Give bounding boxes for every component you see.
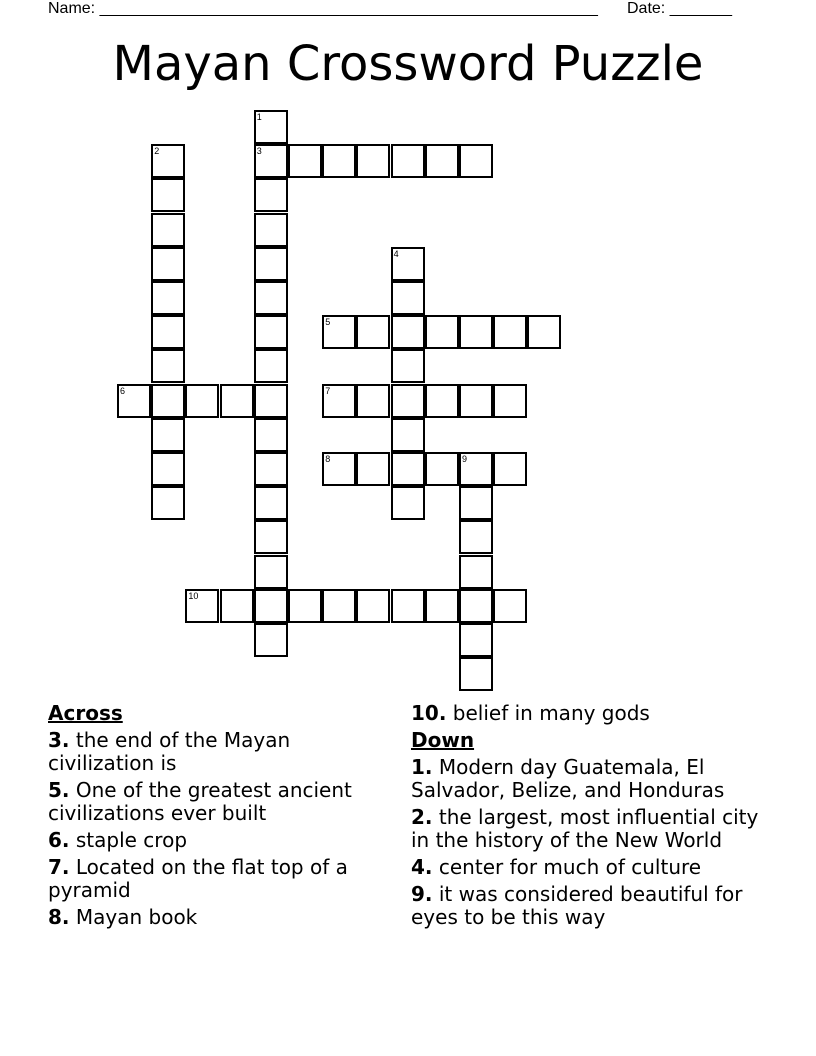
grid-cell[interactable] (493, 589, 527, 623)
grid-cell[interactable] (151, 247, 185, 281)
cell-number: 2 (154, 146, 160, 157)
clue-across-6 (48, 829, 393, 852)
clues-left-column (48, 702, 393, 933)
grid-cell[interactable] (493, 315, 527, 349)
grid-cell[interactable] (220, 384, 254, 418)
clue-across-7 (48, 856, 393, 902)
down-heading: Down (411, 728, 475, 752)
grid-cell[interactable] (322, 315, 356, 349)
cell-number: 6 (120, 385, 126, 396)
clue-number: 4. (411, 855, 433, 879)
grid-cell[interactable] (151, 418, 185, 452)
grid-cell[interactable] (391, 589, 425, 623)
grid-cell[interactable] (254, 315, 288, 349)
clue-text: it was considered beautiful for eyes to be this way (411, 882, 743, 929)
grid-cell[interactable] (425, 384, 459, 418)
grid-cell[interactable] (254, 110, 288, 144)
grid-cell[interactable] (220, 589, 254, 623)
grid-cell[interactable] (459, 555, 493, 589)
clue-down-1 (411, 756, 771, 802)
grid-cell[interactable] (459, 520, 493, 554)
grid-cell[interactable] (254, 247, 288, 281)
clue-text: staple crop (69, 828, 188, 852)
grid-cell[interactable] (254, 213, 288, 247)
clue-number: 9. (411, 882, 433, 906)
clues-right-column (411, 702, 771, 933)
grid-cell[interactable] (322, 452, 356, 486)
grid-cell[interactable] (391, 384, 425, 418)
grid-cell[interactable] (391, 486, 425, 520)
grid-cell[interactable] (459, 452, 493, 486)
grid-cell[interactable] (527, 315, 561, 349)
clue-text: the end of the Mayan civilization is (48, 728, 291, 775)
grid-cell[interactable] (459, 144, 493, 178)
clue-across-8 (48, 906, 393, 929)
grid-cell[interactable] (425, 144, 459, 178)
name-field-line[interactable]: Name: ________________________________________________________ (48, 0, 598, 17)
clue-text: center for much of culture (432, 855, 702, 879)
clue-number: 2. (411, 805, 433, 829)
grid-cell[interactable] (185, 384, 219, 418)
grid-cell[interactable] (356, 384, 390, 418)
grid-cell[interactable] (151, 349, 185, 383)
grid-cell[interactable] (151, 384, 185, 418)
grid-cell[interactable] (493, 384, 527, 418)
grid-cell[interactable] (322, 384, 356, 418)
clue-text: Mayan book (69, 905, 198, 929)
grid-cell[interactable] (288, 144, 322, 178)
grid-cell[interactable] (254, 555, 288, 589)
grid-cell[interactable] (459, 589, 493, 623)
clue-number: 7. (48, 855, 70, 879)
date-field-line[interactable]: Date: _______ (627, 0, 732, 17)
grid-cell[interactable] (459, 657, 493, 691)
grid-cell[interactable] (322, 589, 356, 623)
grid-cell[interactable] (254, 178, 288, 212)
cell-number: 10 (188, 590, 199, 601)
grid-cell[interactable] (425, 452, 459, 486)
clue-text: belief in many gods (446, 701, 650, 725)
grid-cell[interactable] (391, 144, 425, 178)
grid-cell[interactable] (459, 315, 493, 349)
grid-cell[interactable] (356, 315, 390, 349)
grid-cell[interactable] (185, 589, 219, 623)
page-title: Mayan Crossword Puzzle (112, 36, 704, 92)
grid-cell[interactable] (391, 418, 425, 452)
clue-across-10 (411, 702, 771, 725)
grid-cell[interactable] (356, 452, 390, 486)
grid-cell[interactable] (254, 418, 288, 452)
clue-text: Located on the flat top of a pyramid (48, 855, 348, 902)
grid-cell[interactable] (151, 486, 185, 520)
grid-cell[interactable] (254, 349, 288, 383)
grid-cell[interactable] (459, 486, 493, 520)
grid-cell[interactable] (391, 315, 425, 349)
cell-number: 4 (393, 248, 399, 259)
clue-across-3 (48, 729, 393, 775)
grid-cell[interactable] (425, 315, 459, 349)
grid-cell[interactable] (254, 623, 288, 657)
clue-down-9 (411, 883, 771, 929)
cell-number: 9 (462, 454, 468, 464)
grid-cell[interactable] (151, 178, 185, 212)
clue-number: 8. (48, 905, 70, 929)
clue-text: Modern day Guatemala, El Salvador, Belize, and Honduras (411, 755, 725, 802)
grid-cell[interactable] (117, 384, 151, 418)
grid-cell[interactable] (459, 623, 493, 657)
grid-cell[interactable] (254, 452, 288, 486)
clue-number: 1. (411, 755, 433, 779)
clue-text: One of the greatest ancient civilizations ever built (48, 778, 352, 825)
cell-number: 7 (325, 385, 331, 396)
grid-cell[interactable] (391, 247, 425, 281)
grid-cell[interactable] (322, 144, 356, 178)
clue-number: 5. (48, 778, 70, 802)
grid-cell[interactable] (254, 384, 288, 418)
grid-cell[interactable] (493, 452, 527, 486)
grid-cell[interactable] (391, 452, 425, 486)
across-heading: Across (48, 701, 123, 725)
grid-cell[interactable] (151, 144, 185, 178)
grid-cell[interactable] (151, 452, 185, 486)
clue-down-4 (411, 856, 771, 879)
grid-cell[interactable] (254, 281, 288, 315)
grid-cell[interactable] (391, 281, 425, 315)
grid-cell[interactable] (254, 520, 288, 554)
grid-cell[interactable] (288, 589, 322, 623)
grid-cell[interactable] (151, 315, 185, 349)
grid-cell[interactable] (254, 144, 288, 178)
cell-number: 3 (256, 146, 262, 157)
grid-cell[interactable] (254, 589, 288, 623)
cell-number: 1 (256, 112, 262, 122)
clue-number: 10. (411, 701, 447, 725)
cell-number: 5 (325, 317, 331, 328)
grid-cell[interactable] (151, 281, 185, 315)
grid-cell[interactable] (151, 213, 185, 247)
clue-down-2 (411, 806, 771, 852)
clue-across-5 (48, 779, 393, 825)
clue-text: the largest, most influential city in the history of the New World (411, 805, 759, 852)
clue-number: 6. (48, 828, 70, 852)
grid-cell[interactable] (254, 486, 288, 520)
clue-number: 3. (48, 728, 70, 752)
grid-cell[interactable] (356, 144, 390, 178)
grid-cell[interactable] (425, 589, 459, 623)
grid-cell[interactable] (459, 384, 493, 418)
grid-cell[interactable] (356, 589, 390, 623)
cell-number: 8 (325, 454, 331, 464)
grid-cell[interactable] (391, 349, 425, 383)
